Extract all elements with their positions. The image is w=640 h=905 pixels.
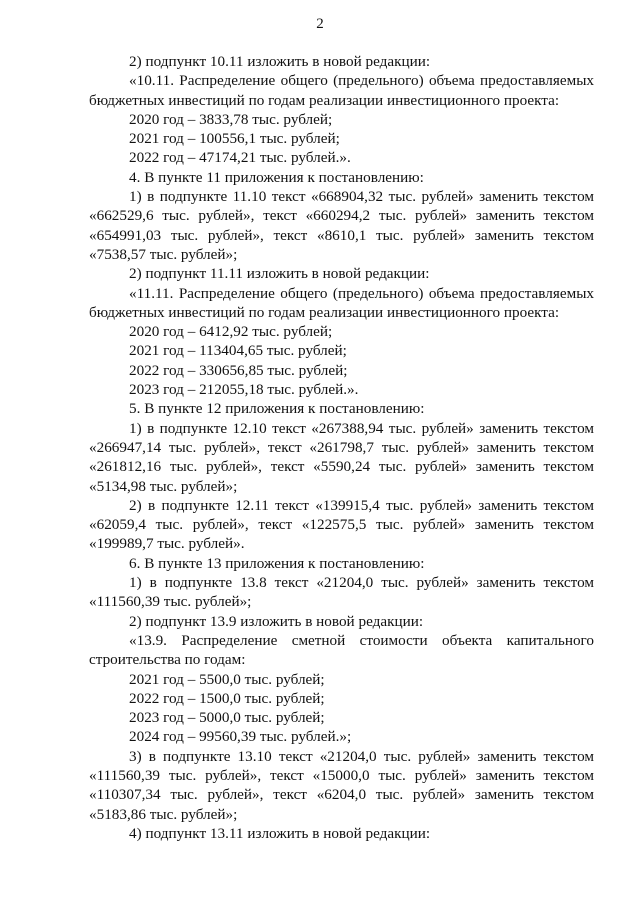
paragraph: 2023 год – 5000,0 тыс. рублей;	[129, 709, 325, 727]
paragraph: 2021 год – 5500,0 тыс. рублей;	[129, 670, 325, 688]
paragraph: 6. В пункте 13 приложения к постановлению:	[129, 554, 425, 572]
paragraph: «11.11. Распределение общего (предельного) объема предоставляемых бюджетных инвестиций по годам реализации инвестиционного проекта:	[89, 284, 594, 321]
paragraph: 2020 год – 3833,78 тыс. рублей;	[129, 110, 333, 128]
document-body	[89, 52, 594, 843]
paragraph: 2022 год – 1500,0 тыс. рублей;	[129, 689, 325, 707]
paragraph: 4) подпункт 13.11 изложить в новой редакции:	[129, 824, 431, 842]
paragraph: 2020 год – 6412,92 тыс. рублей;	[129, 323, 333, 341]
paragraph: 1) в подпункте 13.8 текст «21204,0 тыс. рублей» заменить текстом «111560,39 тыс. рублей»;	[89, 574, 594, 611]
paragraph: 2) подпункт 11.11 изложить в новой редакции:	[129, 265, 430, 283]
paragraph: 5. В пункте 12 приложения к постановлению:	[129, 400, 425, 418]
page-number: 2	[316, 16, 324, 32]
paragraph: 2021 год – 100556,1 тыс. рублей;	[129, 130, 340, 148]
paragraph: 4. В пункте 11 приложения к постановлению:	[129, 168, 424, 186]
paragraph: 2022 год – 47174,21 тыс. рублей.».	[129, 149, 351, 167]
paragraph: «10.11. Распределение общего (предельного) объема предоставляемых бюджетных инвестиций по годам реализации инвестиционного проекта:	[89, 72, 594, 109]
paragraph: 1) в подпункте 12.10 текст «267388,94 тыс. рублей» заменить текстом «266947,14 тыс. рублей», текст «261798,7 тыс. рублей» заменить текстом «261812,16 тыс. рублей», текст «5590,24 тыс. рублей» заменить текстом «5134,98 тыс. рублей»;	[89, 419, 594, 495]
paragraph: 2) подпункт 10.11 изложить в новой редакции:	[129, 53, 431, 70]
paragraph: 2022 год – 330656,85 тыс. рублей;	[129, 361, 348, 379]
paragraph: 2023 год – 212055,18 тыс. рублей.».	[129, 381, 359, 399]
paragraph: 3) в подпункте 13.10 текст «21204,0 тыс. рублей» заменить текстом «111560,39 тыс. рублей», текст «15000,0 тыс. рублей» заменить текстом «110307,34 тыс. рублей», текст «6204,0 тыс. рублей» заменить текстом «5183,86 тыс. рублей»;	[89, 747, 594, 823]
paragraph: 2021 год – 113404,65 тыс. рублей;	[129, 342, 347, 360]
paragraph: 2024 год – 99560,39 тыс. рублей.»;	[129, 728, 352, 746]
paragraph: 1) в подпункте 11.10 текст «668904,32 тыс. рублей» заменить текстом «662529,6 тыс. рублей», текст «660294,2 тыс. рублей» заменить текстом «654991,03 тыс. рублей», текст «8610,1 тыс. рублей» заменить текстом «7538,57 тыс. рублей»;	[89, 188, 594, 263]
paragraph: 2) подпункт 13.9 изложить в новой редакции:	[129, 612, 424, 630]
paragraph: 2) в подпункте 12.11 текст «139915,4 тыс. рублей» заменить текстом «62059,4 тыс. рублей», текст «122575,5 тыс. рублей» заменить текстом «199989,7 тыс. рублей».	[89, 496, 594, 553]
paragraph: «13.9. Распределение сметной стоимости объекта капитального строительства по годам:	[89, 631, 594, 669]
